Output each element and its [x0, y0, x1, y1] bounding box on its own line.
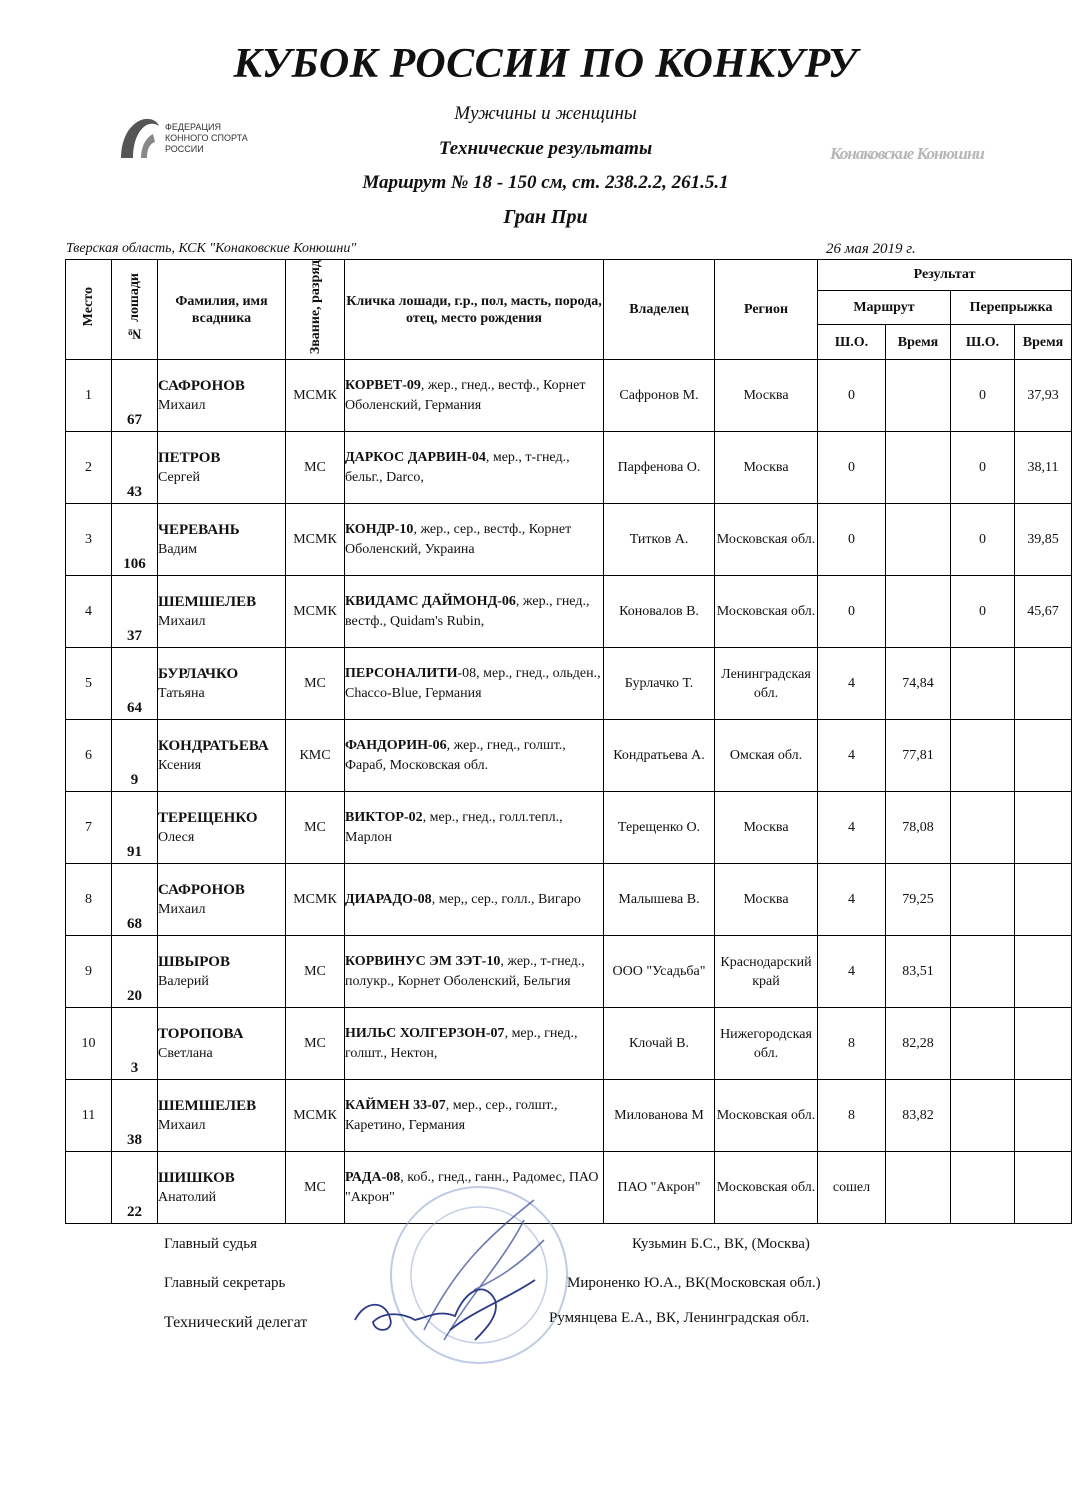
horse-name: КОНДР-10: [345, 521, 414, 537]
owner-cell: Сафронов М.: [604, 360, 715, 432]
horse-cell: [345, 720, 604, 792]
rider-name: Татьяна: [158, 685, 205, 701]
jumpoff-penalties-cell: [951, 720, 1015, 792]
rider-surname: САФРОНОВ: [158, 881, 245, 898]
horse-name: НИЛЬС ХОЛГЕРЗОН-07: [345, 1025, 505, 1041]
horse-name: КОРВИНУС ЭМ ЗЭТ-10: [345, 953, 501, 969]
horse-cell: [345, 504, 604, 576]
rank-cell: МС: [286, 1152, 345, 1224]
horse-info: , мер,, сер., голл., Вигаро: [431, 891, 581, 907]
header-jumpoff-time: Время: [1015, 325, 1072, 360]
horse-number-cell: [112, 1152, 158, 1224]
horse-name: КВИДАМС ДАЙМОНД-06: [345, 593, 516, 609]
region-cell: Москва: [715, 432, 818, 504]
table-row: [66, 504, 1072, 576]
results-type: Технические результаты: [438, 138, 653, 159]
route-penalties-cell: 0: [818, 360, 886, 432]
route-time-cell: [886, 504, 951, 576]
region-cell: Краснодарский край: [715, 936, 818, 1008]
rider-surname: БУРЛАЧКО: [158, 665, 239, 682]
jumpoff-time-cell: [1015, 792, 1072, 864]
jumpoff-penalties-cell: 0: [951, 576, 1015, 648]
jumpoff-penalties-cell: [951, 864, 1015, 936]
horse-number: 64: [127, 700, 142, 717]
official-role-1: Главный судья: [164, 1236, 258, 1252]
document-title: КУБОК РОССИИ ПО КОНКУРУ: [233, 41, 858, 87]
rider-name: Вадим: [158, 541, 198, 557]
horse-cell: [345, 1080, 604, 1152]
region-cell: Ленинградская обл.: [715, 648, 818, 720]
table-row: [66, 648, 1072, 720]
owner-cell: Милованова М: [604, 1080, 715, 1152]
rider-surname: САФРОНОВ: [158, 377, 245, 394]
rider-cell: [158, 936, 286, 1008]
owner-cell: Клочай В.: [604, 1008, 715, 1080]
horse-number: 106: [123, 556, 146, 573]
horse-cell: [345, 576, 604, 648]
route-penalties-cell: 8: [818, 1008, 886, 1080]
jumpoff-time-cell: [1015, 1080, 1072, 1152]
route-penalties-cell: 0: [818, 432, 886, 504]
rank-cell: МСМК: [286, 1080, 345, 1152]
jumpoff-time-cell: [1015, 936, 1072, 1008]
jumpoff-penalties-cell: 0: [951, 360, 1015, 432]
rider-name: Олеся: [158, 829, 195, 845]
logo-line-3: РОССИИ: [165, 144, 204, 154]
route-penalties-cell: 4: [818, 720, 886, 792]
venue: Тверская область, КСК "Конаковские Конюшни": [66, 241, 357, 256]
event-date: 26 мая 2019 г.: [826, 241, 916, 257]
owner-cell: Бурлачко Т.: [604, 648, 715, 720]
horse-info: -08, мер., гнед., ольден., Chacco-Blue, Германия: [345, 665, 601, 701]
table-row: [66, 936, 1072, 1008]
rider-name: Анатолий: [158, 1189, 217, 1205]
horse-name: ДИАРАДО-08: [345, 891, 432, 907]
header-route-time: Время: [886, 325, 951, 360]
rank-cell: МСМК: [286, 504, 345, 576]
rider-surname: ТЕРЕЩЕНКО: [158, 809, 258, 826]
jumpoff-time-cell: 37,93: [1015, 360, 1072, 432]
table-row: [66, 576, 1072, 648]
signature: [345, 1270, 545, 1350]
header-rank: Звание, разряд: [286, 260, 345, 360]
rider-cell: [158, 432, 286, 504]
horse-number-cell: [112, 504, 158, 576]
rank-cell: КМС: [286, 720, 345, 792]
jumpoff-time-cell: [1015, 864, 1072, 936]
region-cell: Нижегородская обл.: [715, 1008, 818, 1080]
rank-cell: МС: [286, 792, 345, 864]
rider-name: Михаил: [158, 613, 206, 629]
header-horse: Кличка лошади, г.р., пол, масть, порода, отец, место рождения: [345, 260, 604, 360]
place-cell: 6: [66, 720, 112, 792]
horse-number: 43: [127, 484, 142, 501]
horse-number: 67: [127, 412, 142, 429]
region-cell: Москва: [715, 864, 818, 936]
rank-cell: МСМК: [286, 360, 345, 432]
horse-info: , коб., гнед., ганн., Радомес, ПАО "Акрон": [345, 1169, 599, 1205]
place-cell: [66, 1152, 112, 1224]
route-info: Маршрут № 18 - 150 см, ст. 238.2.2, 261.5.1: [362, 172, 729, 193]
horse-name: ДАРКОС ДАРВИН-04: [345, 449, 486, 465]
jumpoff-penalties-cell: [951, 936, 1015, 1008]
horse-info: , жер., гнед., вестф., Quidam's Rubin,: [345, 593, 590, 629]
rider-name: Михаил: [158, 397, 206, 413]
official-name-2: Мироненко Ю.А., ВК(Московская обл.): [567, 1275, 821, 1291]
place-cell: 1: [66, 360, 112, 432]
rank-cell: МСМК: [286, 576, 345, 648]
rank-cell: МС: [286, 648, 345, 720]
place-cell: 7: [66, 792, 112, 864]
rider-cell: [158, 360, 286, 432]
horse-cell: [345, 936, 604, 1008]
rider-name: Сергей: [158, 469, 200, 485]
horse-cell: [345, 648, 604, 720]
rider-cell: [158, 792, 286, 864]
header-region: Регион: [715, 260, 818, 360]
header-jumpoff: Перепрыжка: [951, 290, 1072, 324]
horse-cell: [345, 864, 604, 936]
jumpoff-time-cell: [1015, 1152, 1072, 1224]
owner-cell: Коновалов В.: [604, 576, 715, 648]
jumpoff-penalties-cell: [951, 792, 1015, 864]
horse-info: , жер., гнед., голшт., Фараб, Московская обл.: [345, 737, 566, 773]
jumpoff-time-cell: [1015, 1008, 1072, 1080]
horse-number-cell: [112, 360, 158, 432]
route-time-cell: 83,51: [886, 936, 951, 1008]
rider-cell: [158, 648, 286, 720]
logo-line-1: ФЕДЕРАЦИЯ: [165, 122, 221, 132]
header-rider: Фамилия, имя всадника: [158, 260, 286, 360]
table-row: [66, 360, 1072, 432]
place-cell: 8: [66, 864, 112, 936]
rider-surname: ЧЕРЕВАНЬ: [158, 521, 240, 538]
table-row: [66, 432, 1072, 504]
horse-number-cell: [112, 720, 158, 792]
horse-number: 3: [130, 1060, 139, 1077]
route-penalties-cell: 0: [818, 504, 886, 576]
rider-surname: ТОРОПОВА: [158, 1025, 244, 1042]
header-owner: Владелец: [604, 260, 715, 360]
route-penalties-cell: 8: [818, 1080, 886, 1152]
horse-number: 68: [127, 916, 142, 933]
owner-cell: Малышева В.: [604, 864, 715, 936]
jumpoff-penalties-cell: [951, 648, 1015, 720]
route-time-cell: [886, 360, 951, 432]
region-cell: Московская обл.: [715, 1080, 818, 1152]
rider-name: Ксения: [158, 757, 202, 773]
header-route: Маршрут: [818, 290, 951, 324]
place-cell: 10: [66, 1008, 112, 1080]
place-cell: 5: [66, 648, 112, 720]
official-name-3: Румянцева Е.А., ВК, Ленинградская обл.: [549, 1310, 810, 1326]
jumpoff-penalties-cell: 0: [951, 432, 1015, 504]
route-time-cell: 79,25: [886, 864, 951, 936]
route-time-cell: [886, 432, 951, 504]
rider-name: Валерий: [158, 973, 209, 989]
jumpoff-time-cell: 39,85: [1015, 504, 1072, 576]
header-result: Результат: [818, 260, 1072, 291]
route-penalties-cell: 0: [818, 576, 886, 648]
table-row: [66, 720, 1072, 792]
rider-surname: ШВЫРОВ: [158, 953, 230, 970]
results-table: [65, 259, 1072, 1224]
region-cell: Московская обл.: [715, 504, 818, 576]
rider-surname: ПЕТРОВ: [158, 449, 221, 466]
owner-cell: Терещенко О.: [604, 792, 715, 864]
jumpoff-penalties-cell: [951, 1152, 1015, 1224]
rider-cell: [158, 1008, 286, 1080]
owner-cell: Кондратьева А.: [604, 720, 715, 792]
horse-cell: [345, 1008, 604, 1080]
jumpoff-penalties-cell: [951, 1008, 1015, 1080]
logo-line-2: КОННОГО СПОРТА: [165, 133, 248, 143]
rider-surname: КОНДРАТЬЕВА: [158, 737, 269, 754]
horse-number-cell: [112, 1008, 158, 1080]
rider-cell: [158, 864, 286, 936]
rider-name: Светлана: [158, 1045, 213, 1061]
jumpoff-time-cell: [1015, 648, 1072, 720]
owner-cell: Парфенова О.: [604, 432, 715, 504]
rider-cell: [158, 1080, 286, 1152]
owner-cell: Титков А.: [604, 504, 715, 576]
horse-name: ПЕРСОНАЛИТИ: [345, 665, 458, 681]
venue-logo-text: Конаковские Конюшни: [830, 144, 984, 163]
horse-name: ФАНДОРИН-06: [345, 737, 447, 753]
table-row: [66, 1080, 1072, 1152]
place-cell: 11: [66, 1080, 112, 1152]
jumpoff-time-cell: [1015, 720, 1072, 792]
horse-cell: [345, 360, 604, 432]
route-time-cell: 77,81: [886, 720, 951, 792]
route-penalties-cell: сошел: [818, 1152, 886, 1224]
horse-info: , мер., сер., голшт., Каретино, Германия: [345, 1097, 558, 1133]
rank-cell: МС: [286, 1008, 345, 1080]
rider-surname: ШИШКОВ: [158, 1169, 235, 1186]
horse-cell: [345, 792, 604, 864]
region-cell: Москва: [715, 792, 818, 864]
horse-number-cell: [112, 936, 158, 1008]
horse-info: , мер., гнед., голшт., Нектон,: [345, 1025, 578, 1061]
header-jumpoff-penalties: Ш.О.: [951, 325, 1015, 360]
route-penalties-cell: 4: [818, 648, 886, 720]
horse-info: , жер., т-гнед., полукр., Корнет Оболенский, Бельгия: [345, 953, 585, 989]
jumpoff-penalties-cell: 0: [951, 504, 1015, 576]
horse-number-cell: [112, 1080, 158, 1152]
horse-name: КАЙМЕН 33-07: [345, 1097, 446, 1113]
category: Мужчины и женщины: [454, 103, 637, 124]
rank-cell: МСМК: [286, 864, 345, 936]
route-time-cell: 74,84: [886, 648, 951, 720]
horse-name: РАДА-08: [345, 1169, 401, 1185]
table-row: [66, 864, 1072, 936]
place-cell: 3: [66, 504, 112, 576]
horse-number: 9: [130, 772, 139, 789]
horse-number-cell: [112, 792, 158, 864]
horse-name: ВИКТОР-02: [345, 809, 423, 825]
horse-info: , мер., т-гнед., бельг., Darco,: [345, 449, 570, 485]
route-time-cell: 78,08: [886, 792, 951, 864]
region-cell: Москва: [715, 360, 818, 432]
route-time-cell: [886, 576, 951, 648]
region-cell: Московская обл.: [715, 1152, 818, 1224]
region-cell: Омская обл.: [715, 720, 818, 792]
rider-name: Михаил: [158, 1117, 206, 1133]
rank-cell: МС: [286, 936, 345, 1008]
horse-number-cell: [112, 864, 158, 936]
header-horse-no: № лошади: [112, 260, 158, 360]
horse-number-cell: [112, 432, 158, 504]
region-cell: Московская обл.: [715, 576, 818, 648]
horse-info: , жер., гнед., вестф., Корнет Оболенский, Германия: [345, 377, 586, 413]
header-route-penalties: Ш.О.: [818, 325, 886, 360]
route-time-cell: 83,82: [886, 1080, 951, 1152]
horse-name: КОРВЕТ-09: [345, 377, 421, 393]
owner-cell: ПАО "Акрон": [604, 1152, 715, 1224]
route-time-cell: [886, 1152, 951, 1224]
official-role-2: Главный секретарь: [164, 1275, 286, 1291]
rank-cell: МС: [286, 432, 345, 504]
official-name-1: Кузьмин Б.С., ВК, (Москва): [632, 1236, 810, 1252]
rider-cell: [158, 720, 286, 792]
event-name: Гран При: [503, 206, 588, 228]
horse-number: 22: [127, 1204, 142, 1221]
rider-cell: [158, 576, 286, 648]
rider-name: Михаил: [158, 901, 206, 917]
owner-cell: ООО "Усадьба": [604, 936, 715, 1008]
official-role-3: Технический делегат: [164, 1314, 308, 1331]
rider-surname: ШЕМШЕЛЕВ: [158, 593, 257, 610]
route-penalties-cell: 4: [818, 792, 886, 864]
horse-number: 91: [127, 844, 142, 861]
place-cell: 2: [66, 432, 112, 504]
route-penalties-cell: 4: [818, 864, 886, 936]
horse-number: 37: [127, 628, 142, 645]
horse-info: , мер., гнед., голл.тепл., Марлон: [345, 809, 563, 845]
jumpoff-time-cell: 45,67: [1015, 576, 1072, 648]
horse-number: 20: [127, 988, 142, 1005]
horse-cell: [345, 432, 604, 504]
table-row: [66, 792, 1072, 864]
horse-number-cell: [112, 576, 158, 648]
table-row: [66, 1008, 1072, 1080]
route-time-cell: 82,28: [886, 1008, 951, 1080]
jumpoff-penalties-cell: [951, 1080, 1015, 1152]
horse-number: 38: [127, 1132, 142, 1149]
jumpoff-time-cell: 38,11: [1015, 432, 1072, 504]
route-penalties-cell: 4: [818, 936, 886, 1008]
place-cell: 4: [66, 576, 112, 648]
header-place: Место: [66, 260, 112, 360]
rider-surname: ШЕМШЕЛЕВ: [158, 1097, 257, 1114]
rider-cell: [158, 504, 286, 576]
horse-number-cell: [112, 648, 158, 720]
rider-cell: [158, 1152, 286, 1224]
horse-info: , жер., сер., вестф., Корнет Оболенский, Украина: [345, 521, 572, 557]
place-cell: 9: [66, 936, 112, 1008]
